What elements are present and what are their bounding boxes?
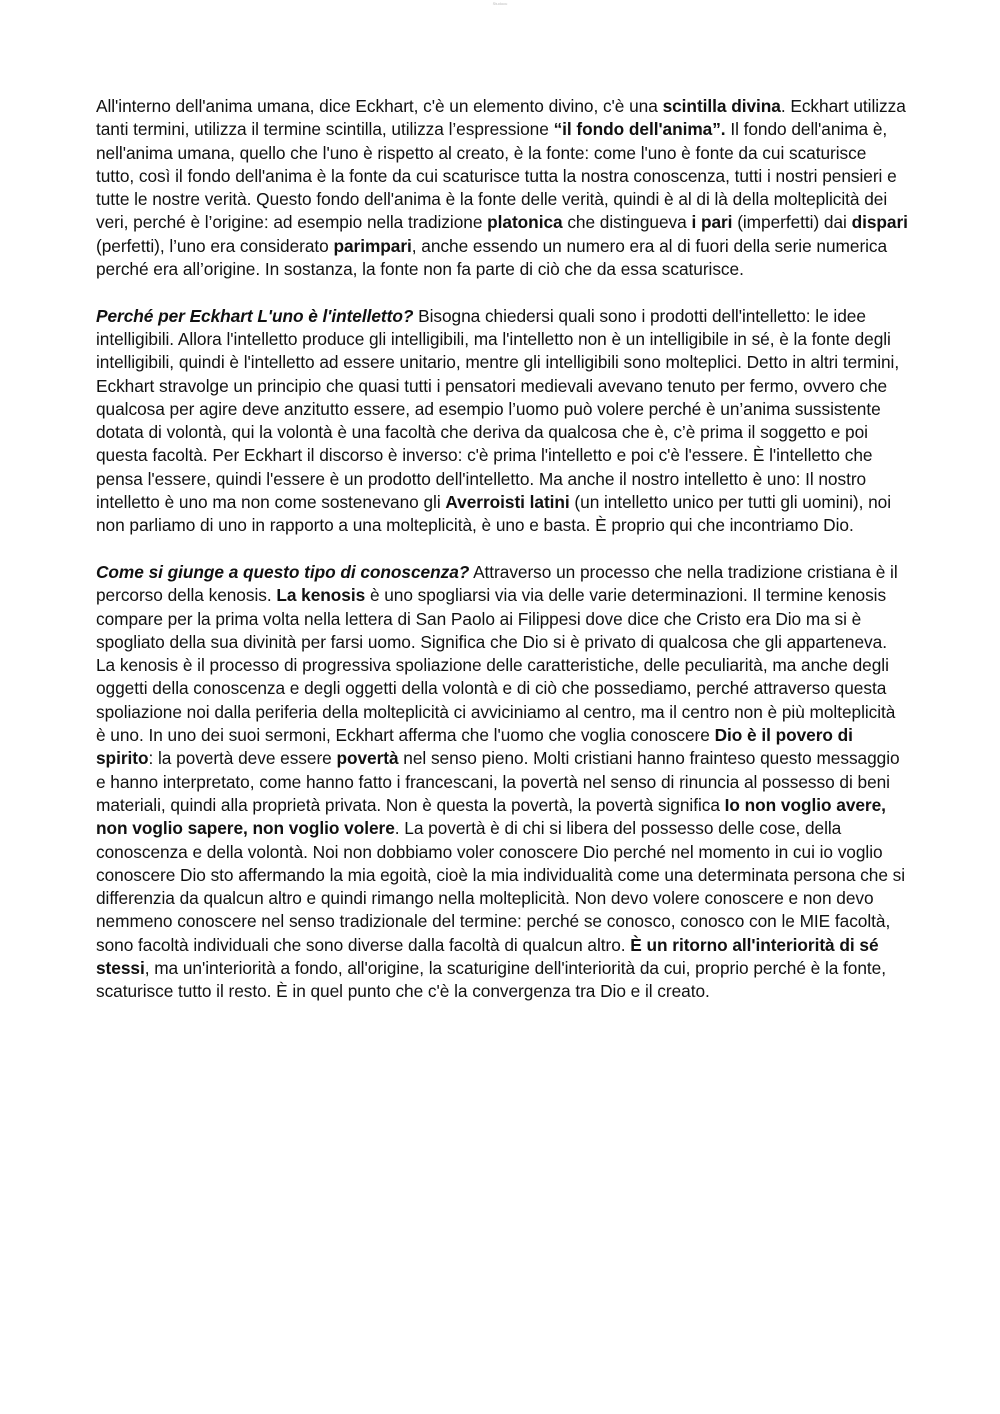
emphasized-text: Dio è il povero di spirito [96,725,853,769]
text-run: . La povertà è di chi si libera del possesso delle cose, della conoscenza e della volontà. Noi non dobbiamo voler conoscere Dio perché nel momento in cui io voglio conoscere Dio sto affermando la mia egoità, cioè la mia individualità come una determinata persona che si differenzia da qualcun altro e quindi rimango nella molteplicità. Non devo volere conoscere e non devo nemmeno conoscere nel senso tradizionale del termine: perché se conosco, conosco con le MIE facoltà, sono facoltà individuali che sono diverse dalla facoltà di qualcun altro. [96,818,906,955]
emphasized-text: dispari [851,212,908,233]
text-run: (un intelletto unico per tutti gli uomini), noi non parliamo di uno in rapporto a una molteplicità, è uno e basta. È proprio qui che incontriamo Dio. [96,492,891,536]
emphasized-text: Io non voglio avere, non voglio sapere, non voglio volere [96,794,886,839]
text-run: Il fondo dell'anima è, nell'anima umana, quello che l'uno è rispetto al creato, è la fonte: come l'uno è fonte da cui scaturisce tutto, così il fondo dell'anima è la fonte da cui scaturisce tutta la nostra conoscenza, tutti i nostri pensieri e tutte le nostre verità. Questo fondo dell'anima è la fonte delle verità, quindi è al di là della molteplicità dei veri, perché è l’origine: ad esempio nella tradizione [96,119,897,233]
emphasized-text: “il fondo dell'anima”. [553,119,726,140]
text-run: . Eckhart utilizza tanti termini, utilizza il termine scintilla, utilizza l’espressione [96,96,906,140]
emphasized-text: Come si giunge a questo tipo di conoscenza? [96,561,470,582]
emphasized-text: povertà [336,748,399,769]
text-run: , anche essendo un numero era al di fuori della serie numerica perché era all’origine. In sostanza, la fonte non fa parte di ciò che da essa scaturisce. [96,235,888,280]
paragraph-2 [96,305,908,538]
page-header-watermark: Studocu [492,1,508,6]
emphasized-text: scintilla divina [662,96,781,116]
paragraph-1 [96,95,908,281]
paragraph-3 [96,561,908,1004]
emphasized-text: parimpari [333,235,412,256]
text-run: è uno spogliarsi via via delle varie determinazioni. Il termine kenosis compare per la prima volta nella lettera di San Paolo ai Filippesi dove dice che Cristo era Dio ma si è spogliato della sua divinità per farsi uomo. Significa che Dio si è privato di qualcosa che gli apparteneva. La kenosis è il processo di progressiva spoliazione delle caratteristiche, delle peculiarità, ma anche degli oggetti della conoscenza e degli oggetti della volontà e di ciò che possediamo, perché attraverso questa spoliazione noi dalla periferia della molteplicità ci avviciniamo al centro, ma il centro non è più molteplicità è uno. In uno dei suoi sermoni, Eckhart afferma che l'uomo che voglia conoscere [96,585,896,746]
text-run: All'interno dell'anima umana, dice Eckhart, c'è un elemento divino, c'è una [96,96,663,116]
document-body [96,95,908,1027]
emphasized-text: Averroisti latini [445,492,570,513]
emphasized-text: platonica [487,212,563,233]
emphasized-text: È un ritorno all'interiorità di sé stessi [96,934,879,978]
emphasized-text: Perché per Eckhart L'uno è l'intelletto? [96,305,414,326]
text-run: (perfetti), l’uno era considerato [96,235,334,256]
text-run: Attraverso un processo che nella tradizione cristiana è il percorso della kenosis. [96,561,898,606]
text-run: che distingueva [562,212,692,233]
text-run: , ma un'interiorità a fondo, all'origine, la scaturigine dell'interiorità da cui, proprio perché è la fonte, scaturisce tutto il resto. È in quel punto che c'è la convergenza tra Dio e il creato. [96,957,886,1002]
text-run: nel senso pieno. Molti cristiani hanno frainteso questo messaggio e hanno interpretato, come hanno fatto i francescani, la povertà nel senso di rinuncia al possesso di beni materiali, quindi alla proprietà privata. Non è questa la povertà, la povertà significa [96,748,900,815]
text-run: Bisogna chiedersi quali sono i prodotti dell'intelletto: le idee intelligibili. Allora l'intelletto produce gli intelligibili, ma l'intelletto non è un intelligibile in sé, è la fonte degli intelligibili, quindi è l'intelletto ad essere unitario, mentre gli intelligibili sono molteplici. Detto in altri termini, Eckhart stravolge un principio che quasi tutti i pensatori medievali avevano tenuto per fermo, ovvero che qualcosa per agire deve anzitutto essere, ad esempio l’uomo può volere perché è un’anima sussistente dotata di volontà, qui la volontà è una facoltà che deriva da qualcosa che è, c’è prima il soggetto e poi questa facoltà. Per Eckhart il discorso è inverso: c'è prima l'intelletto e poi c'è l'essere. È l'intelletto che pensa l'essere, quindi l'essere è un prodotto dell'intelletto. Ma anche il nostro intelletto è uno: Il nostro intelletto è uno ma non come sostenevano gli [96,305,900,513]
text-run: : la povertà deve essere [148,748,337,769]
emphasized-text: i pari [691,212,733,233]
text-run: (imperfetti) dai [732,212,852,233]
emphasized-text: La kenosis [276,585,366,606]
